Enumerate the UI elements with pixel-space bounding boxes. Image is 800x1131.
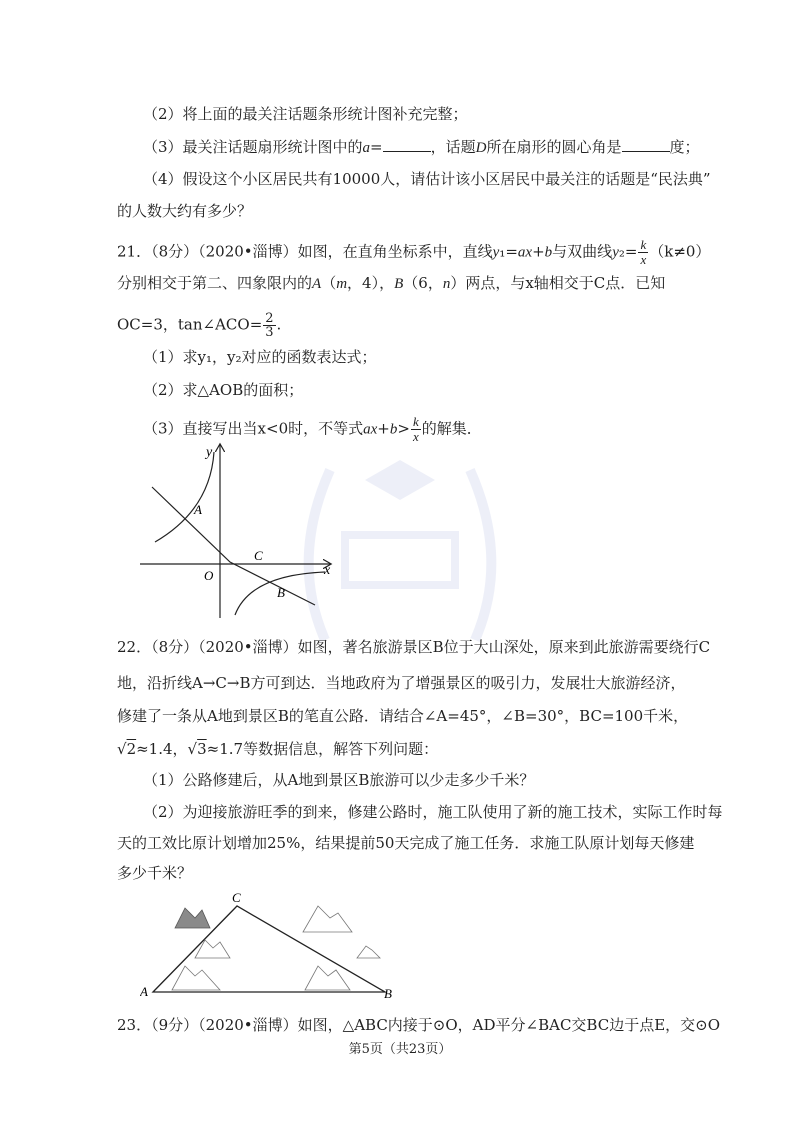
point-B-label: B bbox=[277, 585, 285, 600]
point-A-label: A bbox=[194, 502, 202, 517]
y-axis-label: y bbox=[206, 445, 213, 460]
mountain-icon bbox=[175, 908, 210, 928]
q23-line1: 23．（9分）（2020•淄博）如图，△ABC内接于⊙O，AD平分∠BAC交BC边于点E，交⊙O bbox=[117, 1016, 721, 1034]
answer-blank[interactable] bbox=[383, 137, 431, 152]
q22-sub2-line1: （2）为迎接旅游旺季的到来，修建公路时，施工队使用了新的施工技术，实际工作时每 bbox=[143, 803, 723, 821]
line-y1 bbox=[152, 487, 315, 605]
q21-sub2: （2）求△AOB的面积； bbox=[143, 381, 304, 399]
q22-sub1: （1）公路修建后，从A地到景区B旅游可以少走多少千米？ bbox=[143, 771, 535, 789]
q22-line3: 修建了一条从A地到景区B的笔直公路．请结合∠A=45°，∠B=30°，BC=100千米， bbox=[117, 707, 689, 725]
vertex-C-label: C bbox=[232, 890, 241, 905]
point-C-label: C bbox=[254, 548, 263, 563]
answer-blank[interactable] bbox=[622, 137, 670, 152]
q20-part2: （2）将上面的最关注话题条形统计图补充完整； bbox=[143, 105, 468, 123]
q20-part3: （3）最关注话题扇形统计图中的a= ，话题D所在扇形的圆心角是 度； bbox=[143, 138, 700, 156]
page-footer: 第5页（共23页） bbox=[348, 1042, 452, 1057]
q21-line2: 分别相交于第二、四象限内的A（m，4），B（6，n）两点，与x轴相交于C点．已知 bbox=[117, 274, 666, 292]
q22-line4: √2≈1.4，√3≈1.7等数据信息，解答下列问题： bbox=[117, 740, 439, 758]
hyperbola-branch-2 bbox=[155, 452, 214, 542]
q21-sub1: （1）求y₁，y₂对应的函数表达式； bbox=[143, 348, 377, 366]
q21-sub3: （3）直接写出当x<0时，不等式ax+b> $\frac{k}{x}$ 的解集． bbox=[143, 414, 482, 444]
q22-line1: 22．（8分）（2020•淄博）如图，著名旅游景区B位于大山深处，原来到此旅游需要绕行C bbox=[117, 638, 711, 656]
q22-sub2-line2: 天的工效比原计划增加25%，结果提前50天完成了施工任务．求施工队原计划每天修建 bbox=[117, 834, 695, 852]
vertex-A-label: A bbox=[140, 984, 148, 999]
origin-label: O bbox=[204, 568, 214, 583]
q22-line2: 地，沿折线A→C→B方可到达．当地政府为了增强景区的吸引力，发展壮大旅游经济， bbox=[117, 674, 686, 692]
q20-part4-line1: （4）假设这个小区居民共有10000人，请估计该小区居民中最关注的话题是“民法典” bbox=[143, 170, 711, 188]
q21-line3: OC=3，tan∠ACO= $\frac{2}{3}$ . bbox=[117, 311, 282, 340]
x-axis-label: x bbox=[324, 563, 331, 578]
vertex-B-label: B bbox=[384, 986, 392, 1001]
q22-sub2-line3: 多少千米？ bbox=[117, 864, 193, 882]
q20-part4-line2: 的人数大约有多少？ bbox=[117, 202, 253, 220]
q21-coordinate-graph bbox=[140, 440, 340, 620]
q22-triangle-diagram bbox=[140, 888, 400, 1003]
q21-heading: 21．（8分）（2020•淄博）如图，在直角坐标系中，直线y₁=ax+b与双曲线y₂= $\frac{k}{x}$ （k≠0） bbox=[117, 237, 711, 267]
